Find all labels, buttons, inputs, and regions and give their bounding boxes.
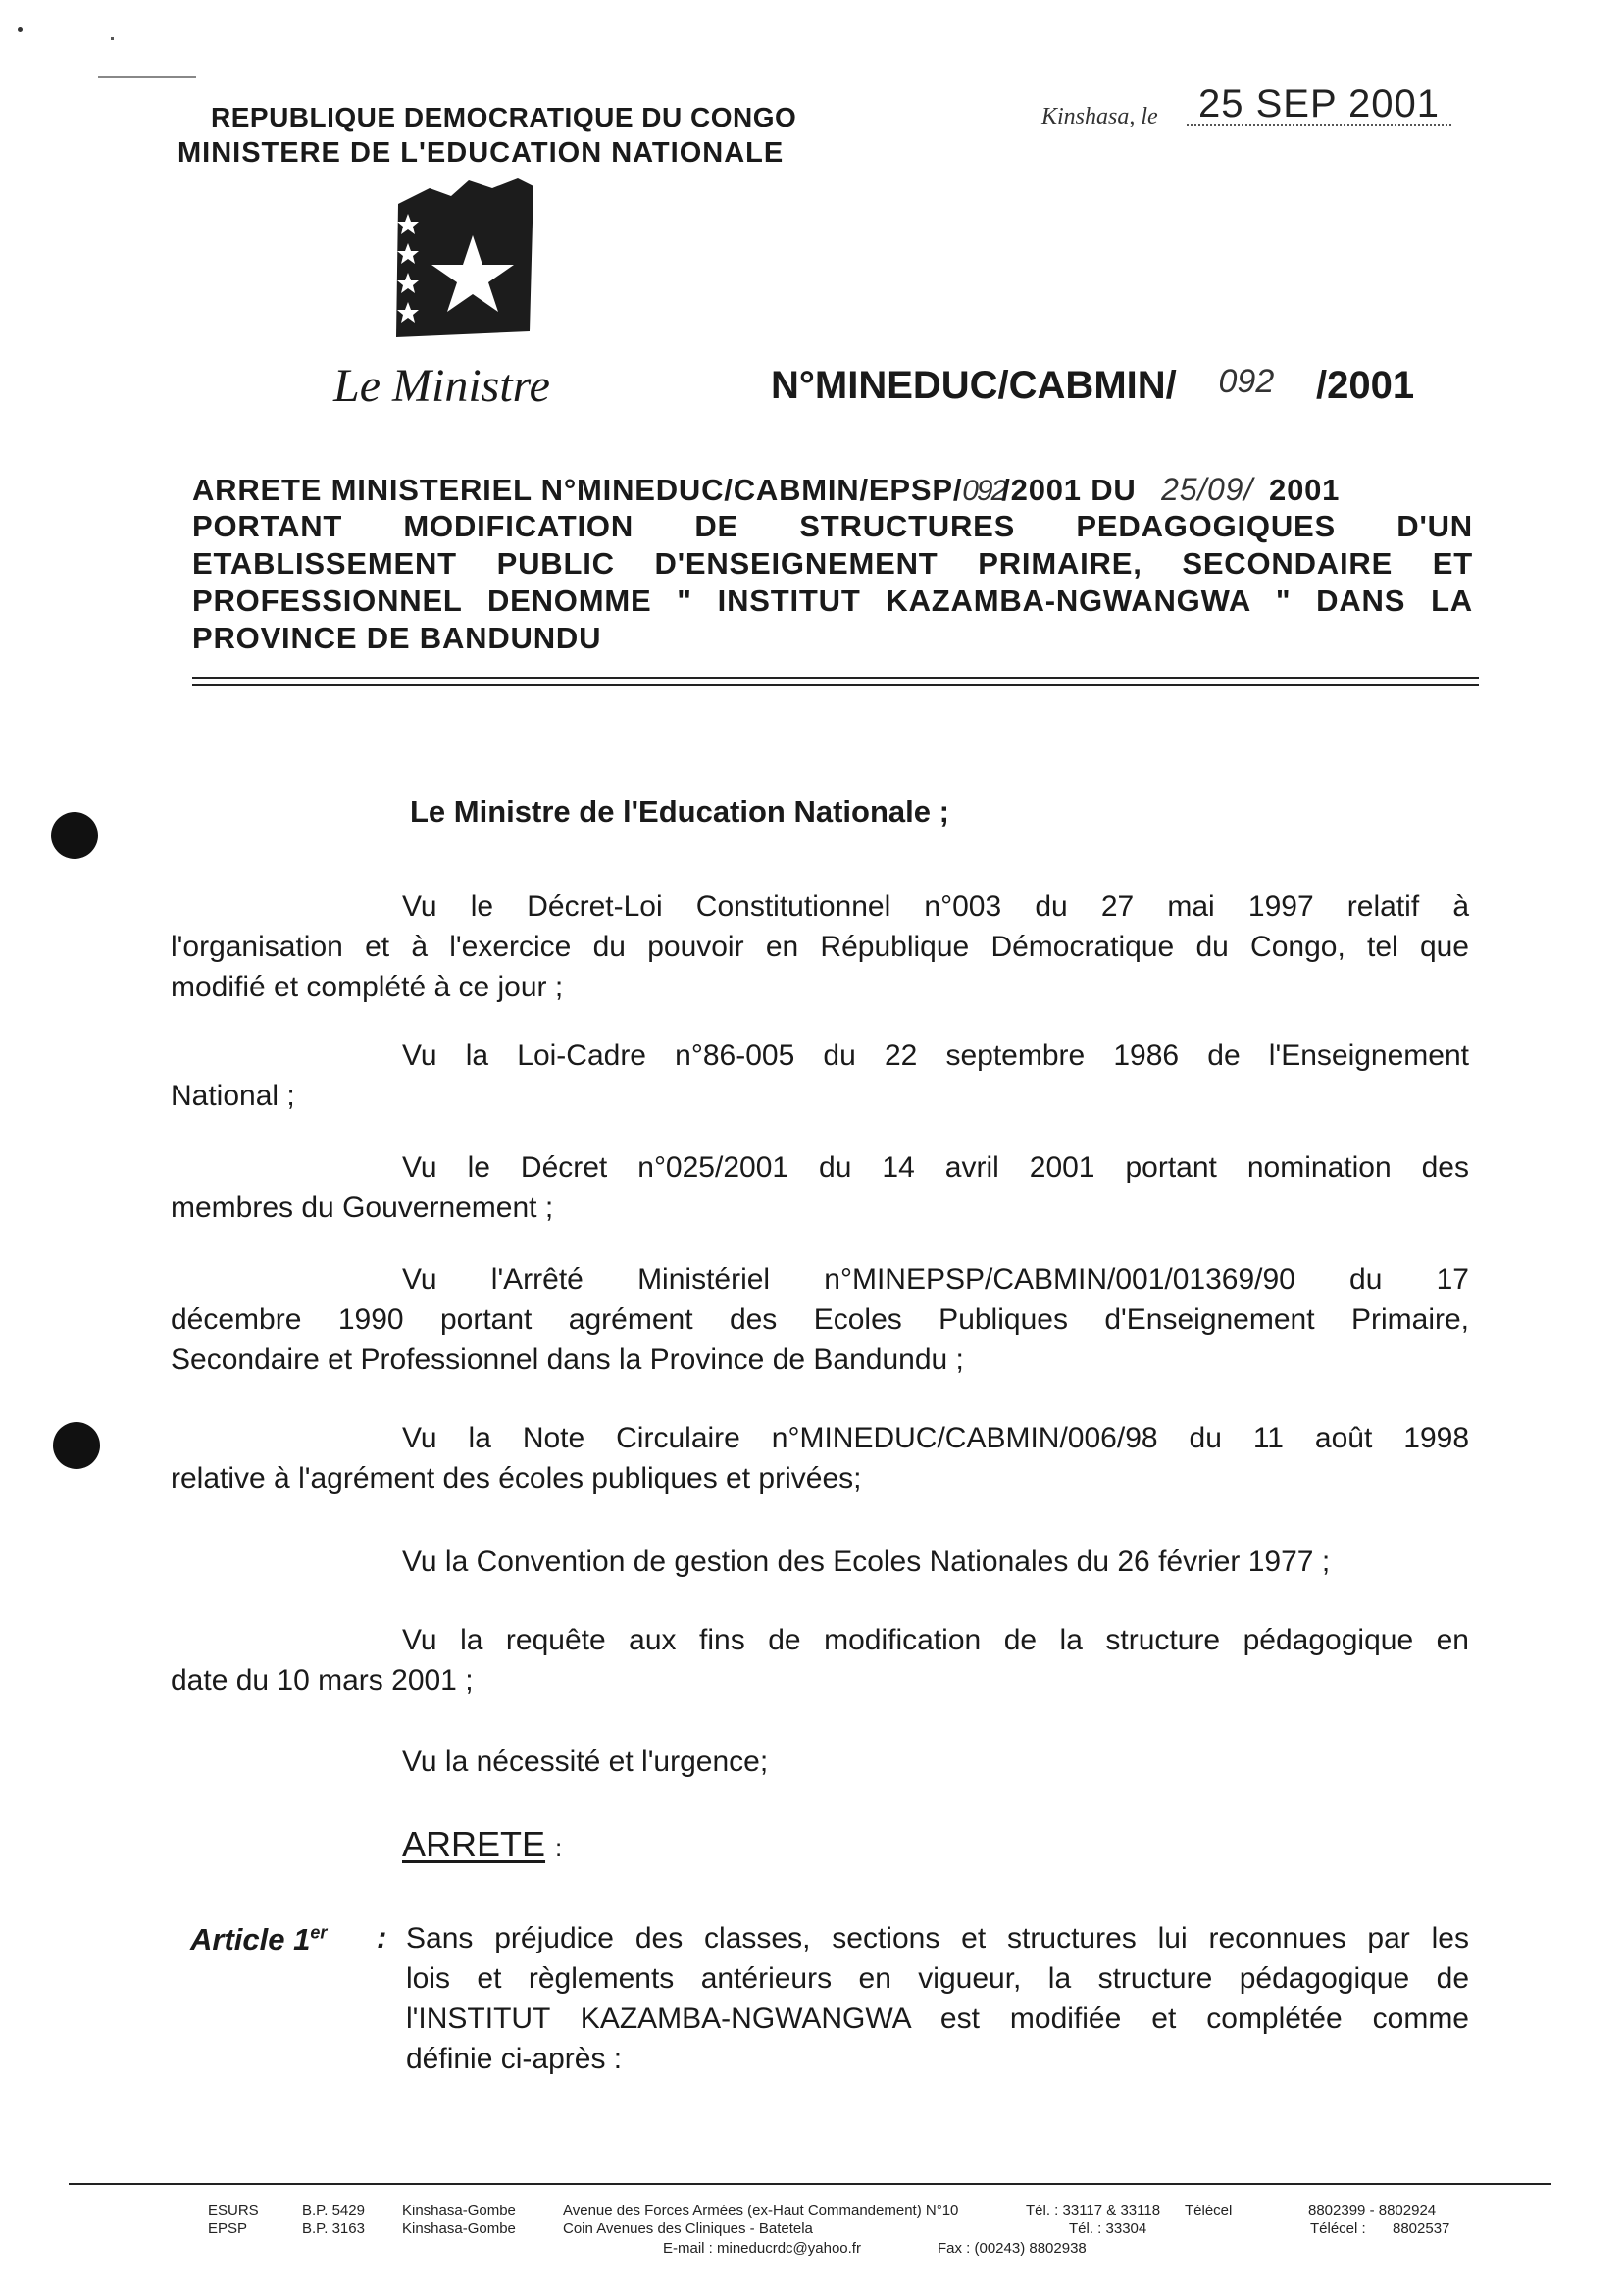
footer-row-esurs [0, 2203, 1624, 2220]
title-rule-top [192, 677, 1479, 679]
recital-3 [171, 1147, 1469, 1228]
date-dotted-line [1187, 124, 1451, 126]
arrete-title-handwritten-date: 25/09/ [1161, 472, 1253, 507]
congo-emblem [390, 175, 537, 343]
footer-address: Coin Avenues des Cliniques - Batetela [563, 2220, 813, 2237]
article-1-text [406, 1918, 1469, 2079]
country-name: REPUBLIQUE DEMOCRATIQUE DU CONGO [211, 102, 797, 132]
article-1-label [190, 1922, 327, 1957]
footer-tel: Tél. : 33304 [1069, 2220, 1147, 2237]
recital-7 [171, 1620, 1469, 1700]
article-1-line: lois et règlements antérieurs en vigueur, la structure pédagogique de [406, 1962, 1469, 1995]
footer-email[interactable]: E-mail : mineducrdc@yahoo.fr [663, 2240, 861, 2256]
footer-dept: ESURS [208, 2203, 259, 2219]
article-1-line: Sans préjudice des classes, sections et structures lui reconnues par les [406, 1922, 1469, 1954]
handwritten-date: 25 SEP 2001 [1198, 82, 1441, 126]
star-flag-icon [390, 175, 537, 343]
footer-dept: EPSP [208, 2220, 248, 2237]
decree-number-handwritten: 092 [1218, 363, 1275, 400]
footer-telecel: 8802537 [1393, 2220, 1450, 2237]
punch-hole [53, 1422, 100, 1469]
footer-bp: B.P. 5429 [302, 2203, 365, 2219]
recital-1 [171, 887, 1469, 1007]
arrete-heading [402, 1824, 562, 1865]
decree-number-prefix: N°MINEDUC/CABMIN/ [771, 364, 1177, 407]
recital-5-line: relative à l'agrément des écoles publiques et privées; [171, 1462, 862, 1495]
scan-speck [98, 76, 196, 78]
footer-telecel-label: Télécel [1185, 2203, 1233, 2219]
recital-5 [171, 1418, 1469, 1498]
recital-1-line: l'organisation et à l'exercice du pouvoir en République Démocratique du Congo, tel que [171, 931, 1469, 963]
footer-row-contact [0, 2240, 1624, 2257]
recital-6: Vu la Convention de gestion des Ecoles Nationales du 26 février 1977 ; [402, 1546, 1331, 1578]
footer-tel: Tél. : 33117 & 33118 [1026, 2203, 1161, 2219]
arrete-title-line-1 [192, 471, 1473, 508]
footer-fax: Fax : (00243) 8802938 [938, 2240, 1087, 2256]
footer-rule [69, 2183, 1551, 2185]
recital-4-line: Vu l'Arrêté Ministériel n°MINEPSP/CABMIN/001/01369/90 du 17 [402, 1263, 1469, 1295]
arrete-title-line-5: PROVINCE DE BANDUNDU [192, 621, 602, 655]
article-label-sup: er [310, 1922, 328, 1943]
place-label: Kinshasa, le [1041, 104, 1158, 129]
article-1-colon: : [377, 1920, 387, 1954]
recital-5-line: Vu la Note Circulaire n°MINEDUC/CABMIN/006/98 du 11 août 1998 [402, 1422, 1469, 1454]
footer-bp: B.P. 3163 [302, 2220, 365, 2237]
footer-telecel-label: Télécel : [1310, 2220, 1366, 2237]
arrete-heading-colon: : [555, 1833, 563, 1862]
scan-speck [111, 37, 114, 40]
arrete-title-line-3: ETABLISSEMENT PUBLIC D'ENSEIGNEMENT PRIMAIRE, SECONDAIRE ET [192, 546, 1473, 581]
recital-3-line: membres du Gouvernement ; [171, 1191, 554, 1224]
recital-4 [171, 1259, 1469, 1380]
footer-row-epsp [0, 2220, 1624, 2238]
article-1-line: définie ci-après : [406, 2043, 623, 2075]
article-1-line: l'INSTITUT KAZAMBA-NGWANGWA est modifiée et complétée comme [406, 2002, 1469, 2035]
article-label-text: Article 1 [190, 1922, 311, 1956]
recital-1-line: modifié et complété à ce jour ; [171, 971, 564, 1003]
arrete-title-date-year: 2001 [1269, 473, 1341, 507]
arrete-title [192, 471, 1473, 657]
signatory-title: Le Ministre [333, 360, 550, 412]
arrete-title-year: /2001 DU [1001, 473, 1137, 507]
recital-2-line: National ; [171, 1080, 295, 1112]
footer-telecel: 8802399 - 8802924 [1308, 2203, 1437, 2219]
recital-1-line: Vu le Décret-Loi Constitutionnel n°003 du 27 mai 1997 relatif à [402, 890, 1469, 923]
recital-7-line: date du 10 mars 2001 ; [171, 1664, 474, 1697]
recital-2-line: Vu la Loi-Cadre n°86-005 du 22 septembre 1986 de l'Enseignement [402, 1039, 1469, 1072]
recital-7-line: Vu la requête aux fins de modification de la structure pédagogique en [402, 1624, 1469, 1656]
recital-4-line: décembre 1990 portant agrément des Ecoles Publiques d'Enseignement Primaire, [171, 1303, 1469, 1336]
footer-city: Kinshasa-Gombe [402, 2203, 516, 2219]
arrete-heading-text: ARRETE [402, 1824, 546, 1864]
arrete-title-line-2: PORTANT MODIFICATION DE STRUCTURES PEDAGOGIQUES D'UN [192, 509, 1473, 543]
arrete-title-line-4: PROFESSIONNEL DENOMME " INSTITUT KAZAMBA-NGWANGWA " DANS LA [192, 583, 1473, 618]
footer-address: Avenue des Forces Armées (ex-Haut Commandement) N°10 [563, 2203, 959, 2219]
arrete-title-ref: ARRETE MINISTERIEL N°MINEDUC/CABMIN/EPSP/ [192, 473, 963, 507]
scan-speck [18, 27, 23, 32]
addressee: Le Ministre de l'Education Nationale ; [410, 794, 949, 829]
recital-8: Vu la nécessité et l'urgence; [402, 1746, 769, 1778]
recital-4-line: Secondaire et Professionnel dans la Province de Bandundu ; [171, 1343, 964, 1376]
arrete-title-handwritten-number: 092 [962, 475, 1006, 507]
decree-number [771, 363, 1414, 408]
footer-city: Kinshasa-Gombe [402, 2220, 516, 2237]
ministry-name: MINISTERE DE L'EDUCATION NATIONALE [178, 137, 785, 169]
recital-3-line: Vu le Décret n°025/2001 du 14 avril 2001 portant nomination des [402, 1151, 1469, 1184]
decree-number-suffix: /2001 [1316, 364, 1415, 407]
punch-hole [51, 812, 98, 859]
title-rule-bottom [192, 684, 1479, 686]
recital-2 [171, 1036, 1469, 1116]
date-line [1041, 82, 1453, 129]
